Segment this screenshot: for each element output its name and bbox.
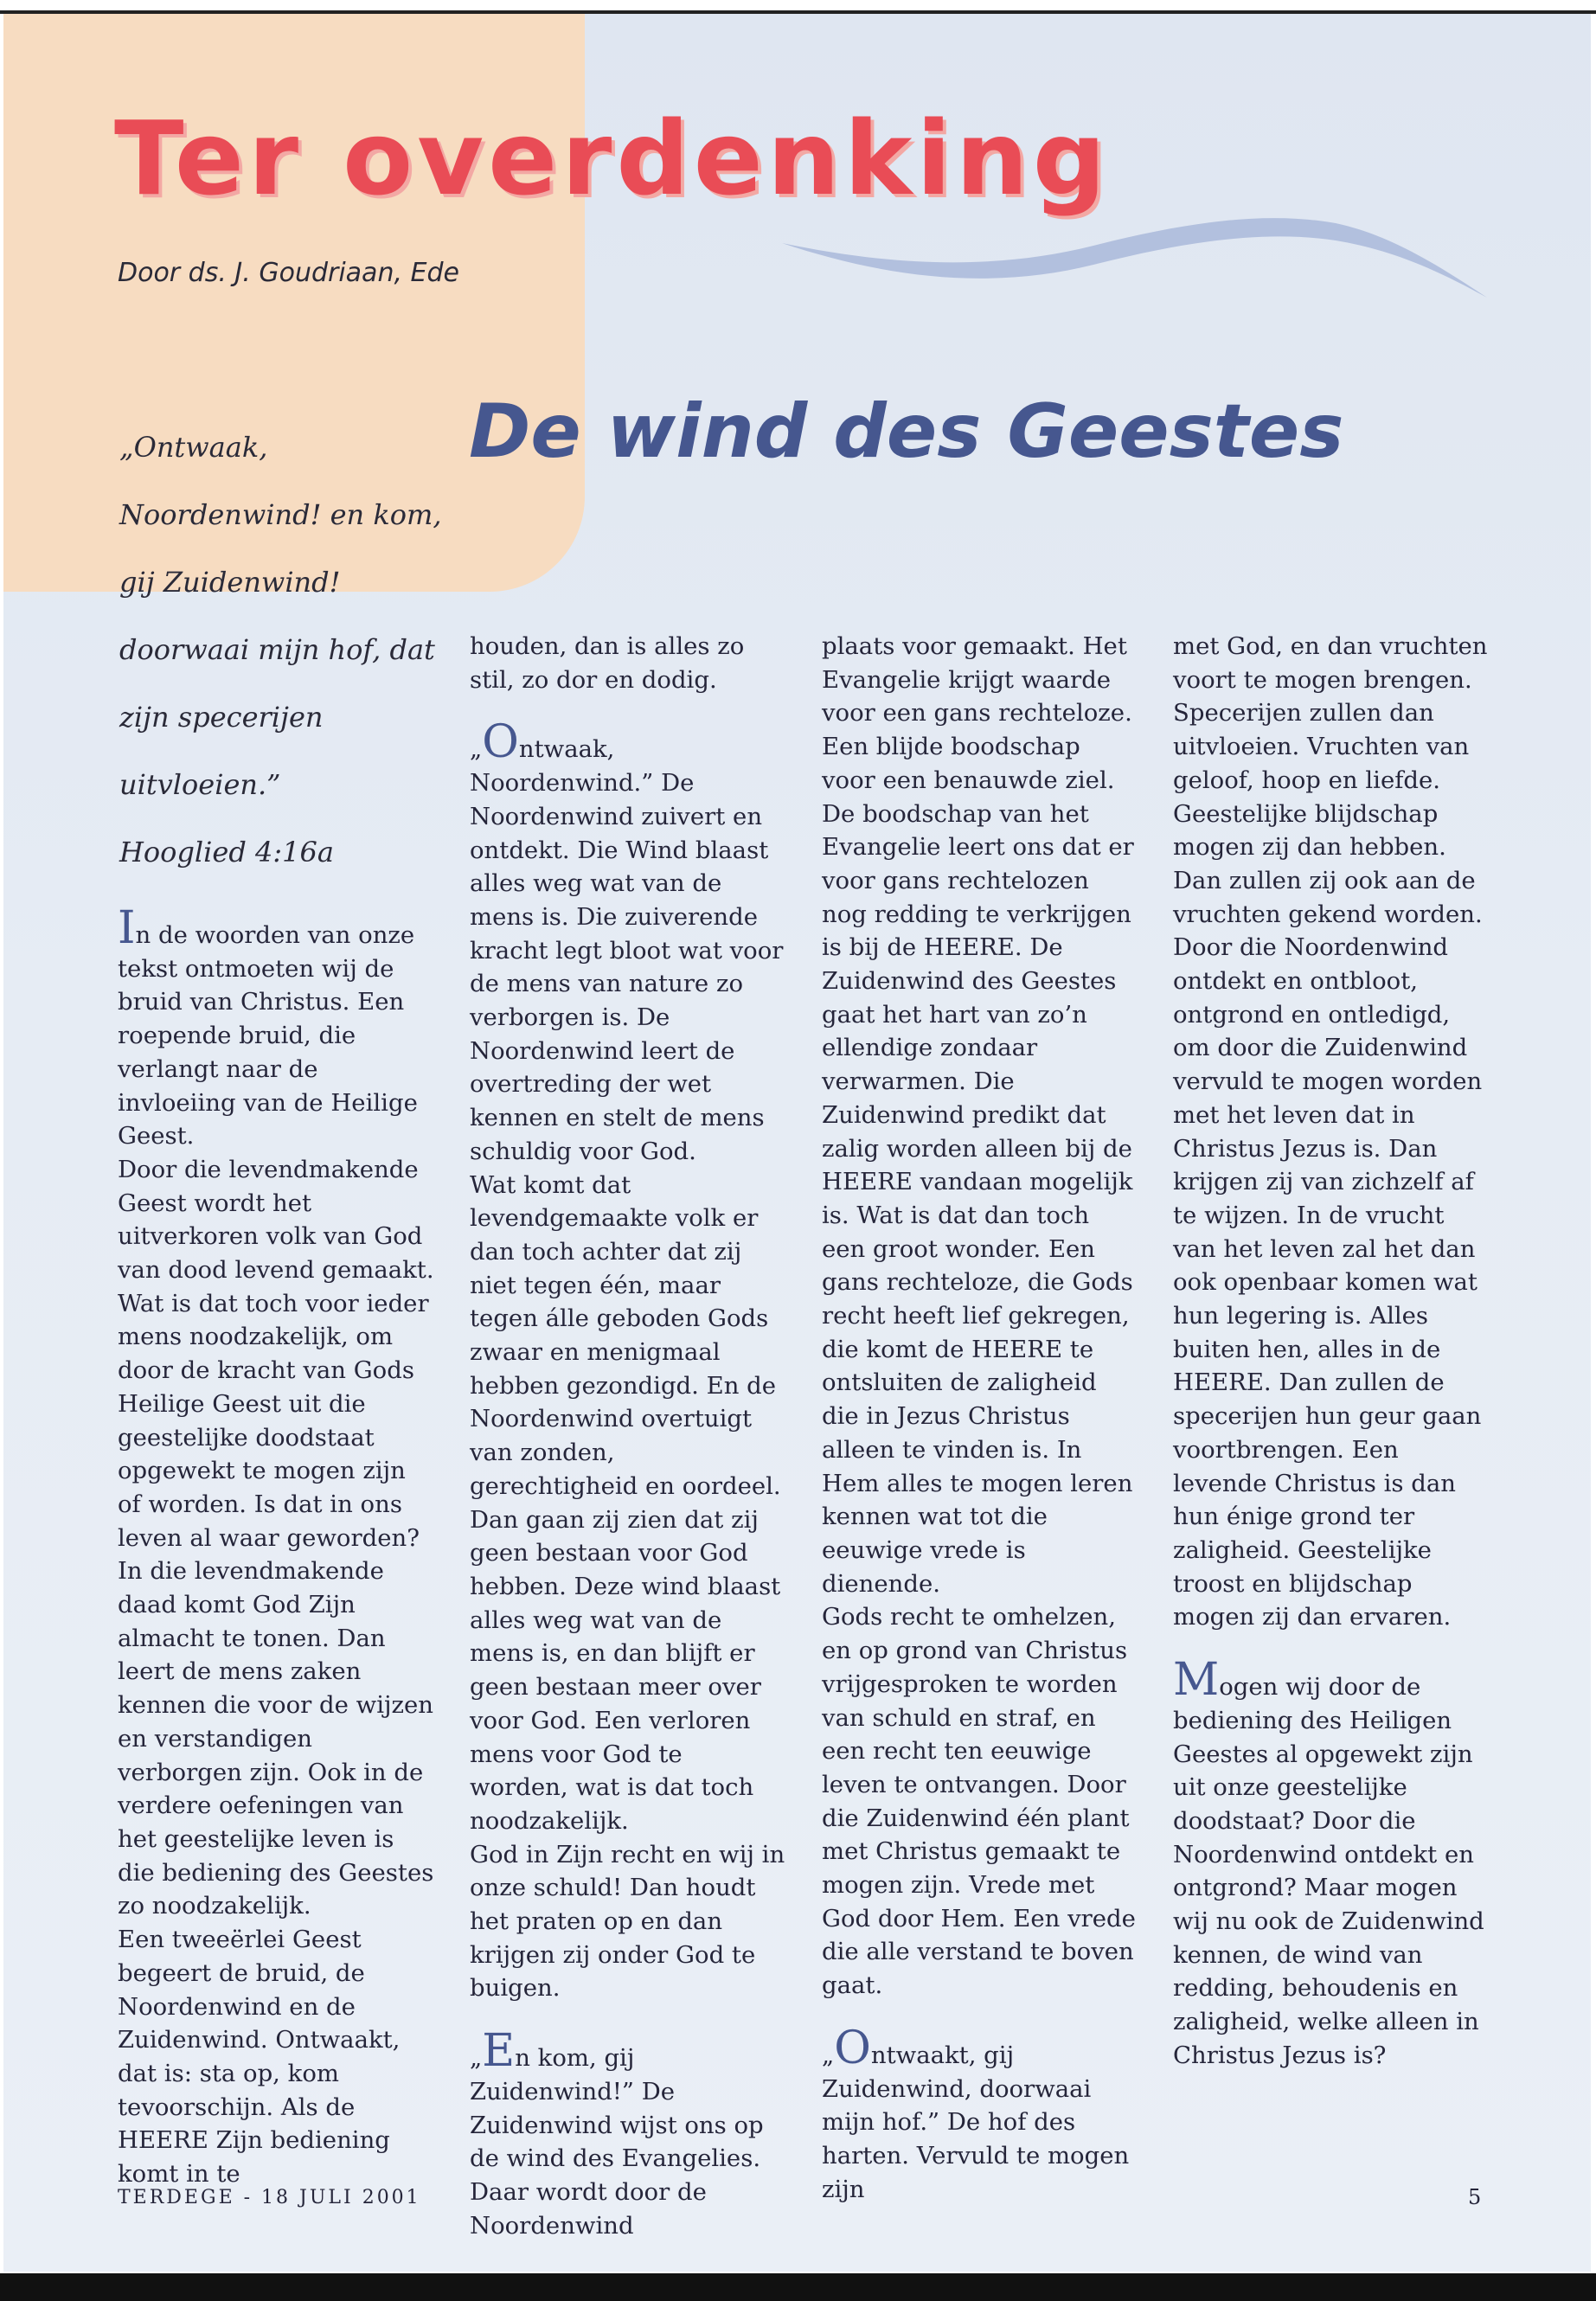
article-title: De wind des Geestes	[469, 388, 1344, 475]
paragraph: Gods recht te omhelzen, en op grond van Christus vrijgesproken te worden van schuld en straf, en een recht ten eeuwige leven te ontvangen. Door die Zuidenwind één plant met Christus gemaakt te mogen zijn. Vrede met God door Hem. Een vrede die alle verstand te boven gaat.	[822, 1603, 1136, 2000]
drop-cap: O	[834, 2022, 871, 2074]
drop-cap: I	[118, 902, 136, 954]
paragraph: In die levendmakende daad komt God Zijn almacht te tonen. Dan leert de mens zaken kennen die voor de wijzen en verstandigen verborgen zijn. Ook in de verdere oefeningen van het geestelijke leven is die bediening des Geestes zo noodzakelijk.	[118, 1557, 434, 1920]
paragraph: houden, dan is alles zo stil, zo dor en dodig.	[470, 632, 745, 694]
footer-publication: TERDEGE - 18 JULI 2001	[118, 2187, 421, 2208]
paragraph	[470, 2025, 786, 2242]
paragraph	[470, 716, 786, 1168]
section-title: Ter overdenking	[114, 99, 1111, 218]
paragraph: plaats voor gemaakt. Het Evangelie krijgt waarde voor een gans rechteloze. Een blijde boodschap voor een benauwde ziel. De boodschap van het Evangelie leert ons dat er voor gans rechtelozen nog redding te verkrijgen is bij de HEERE. De Zuidenwind des Geestes gaat het hart van zo’n ellendige zondaar verwarmen. Die Zuidenwind predikt dat zalig worden alleen bij de HEERE vandaan mogelijk is. Wat is dat dan toch een groot wonder. Een gans rechteloze, die Gods recht heeft lief gekregen, die komt de HEERE te ontsluiten de zaligheid die in Jezus Christus alleen te vinden is. In Hem alles te mogen leren kennen wat tot die eeuwige vrede is dienende.	[822, 632, 1134, 1598]
column-1	[118, 630, 434, 2191]
drop-cap: E	[482, 2025, 516, 2078]
page-number: 5	[1468, 2185, 1482, 2209]
quote-reference: Hooglied 4:16a	[119, 836, 334, 868]
column-4	[1173, 630, 1490, 2073]
paragraph	[1173, 1654, 1490, 2072]
quote-text: „Ontwaak, Noordenwind! en kom, gij Zuidenwind! doorwaai mijn hof, dat zijn specerijen uitvloeien.”	[119, 431, 442, 801]
page-bottom-edge	[0, 2273, 1596, 2301]
paragraph	[822, 2022, 1138, 2207]
paragraph: God in Zijn recht en wij in onze schuld! Dan houdt het praten op en dan krijgen zij onder God te buigen.	[470, 1840, 785, 2003]
column-2	[470, 630, 786, 2242]
paragraph	[118, 902, 434, 1153]
paragraph-text: n kom, gij Zuidenwind!” De Zuidenwind wijst ons op de wind des Evangelies. Daar wordt door de Noordenwind	[470, 2044, 764, 2240]
drop-cap: O	[482, 716, 519, 769]
opening-quote-mark: „	[470, 2044, 483, 2073]
paragraph-text: ogen wij door de bediening des Heiligen Geestes al opgewekt zijn uit onze geestelijke doodstaat? Door die Noordenwind ontdekt en ontgrond? Maar mogen wij nu ook de Zuidenwind kennen, de wind van redding, behoudenis en zaligheid, welke alleen in Christus Jezus is?	[1173, 1673, 1484, 2069]
paragraph: Een tweeërlei Geest begeert de bruid, de Noordenwind en de Zuidenwind. Ontwaakt, dat is: sta op, kom tevoorschijn. Als de HEERE Zijn bediening komt in te	[118, 1926, 401, 2189]
paragraph: met God, en dan vruchten voort te mogen brengen. Specerijen zullen dan uitvloeien. Vruchten van geloof, hoop en liefde. Geestelijke blijdschap mogen zij dan hebben. Dan zullen zij ook aan de vruchten gekend worden. Door die Noordenwind ontdekt en ontbloot, ontgrond en ontledigd, om door die Zuidenwind vervuld te mogen worden met het leven dat in Christus Jezus is. Dan krijgen zij van zichzelf af te wijzen. In de vrucht van het leven zal het dan ook openbaar komen wat hun legering is. Alles buiten hen, alles in de HEERE. Dan zullen de specerijen hun geur gaan voortbrengen. Een levende Christus is dan hun énige grond ter zaligheid. Geestelijke troost en blijdschap mogen zij dan ervaren.	[1173, 632, 1488, 1631]
magazine-page	[3, 14, 1591, 2272]
paragraph-text: ntwaakt, gij Zuidenwind, doorwaai mijn hof.” De hof des harten. Vervuld te mogen zijn	[822, 2041, 1130, 2203]
paragraph: Wat komt dat levendgemaakte volk er dan toch achter dat zij niet tegen één, maar tegen álle geboden Gods zwaar en menigmaal hebben gezondigd. En de Noordenwind overtuigt van zonden, gerechtigheid en oordeel. Dan gaan zij zien dat zij geen bestaan voor God hebben. Deze wind blaast alles weg wat van de mens is, en dan blijft er geen bestaan meer over voor God. Een verloren mens voor God te worden, wat is dat toch noodzakelijk.	[470, 1170, 781, 1835]
paragraph-text: n de woorden van onze tekst ontmoeten wij de bruid van Christus. Een roepende bruid, die verlangt naar de invloeiing van de Heilige Geest.	[118, 921, 418, 1150]
opening-quote-mark: „	[470, 735, 483, 764]
opening-quote-mark: „	[822, 2041, 835, 2069]
author-byline: Door ds. J. Goudriaan, Ede	[118, 258, 459, 288]
paragraph: Wat is dat toch voor ieder mens noodzakelijk, om door de kracht van Gods Heilige Geest uit die geestelijke doodstaat opgewekt te mogen zijn of worden. Is dat in ons leven al waar geworden?	[118, 1289, 429, 1552]
paragraph: Door die levendmakende Geest wordt het uitverkoren volk van God van dood levend gemaakt.	[118, 1155, 434, 1285]
drop-cap: M	[1173, 1654, 1220, 1707]
column-3	[822, 630, 1138, 2206]
paragraph-text: ntwaak, Noordenwind.” De Noordenwind zuivert en ontdekt. Die Wind blaast alles weg wat van de mens is. Die zuiverende kracht legt bloot wat voor de mens van nature zo verborgen is. De Noordenwind leert de overtreding der wet kennen en stelt de mens schuldig voor God.	[470, 735, 784, 1165]
